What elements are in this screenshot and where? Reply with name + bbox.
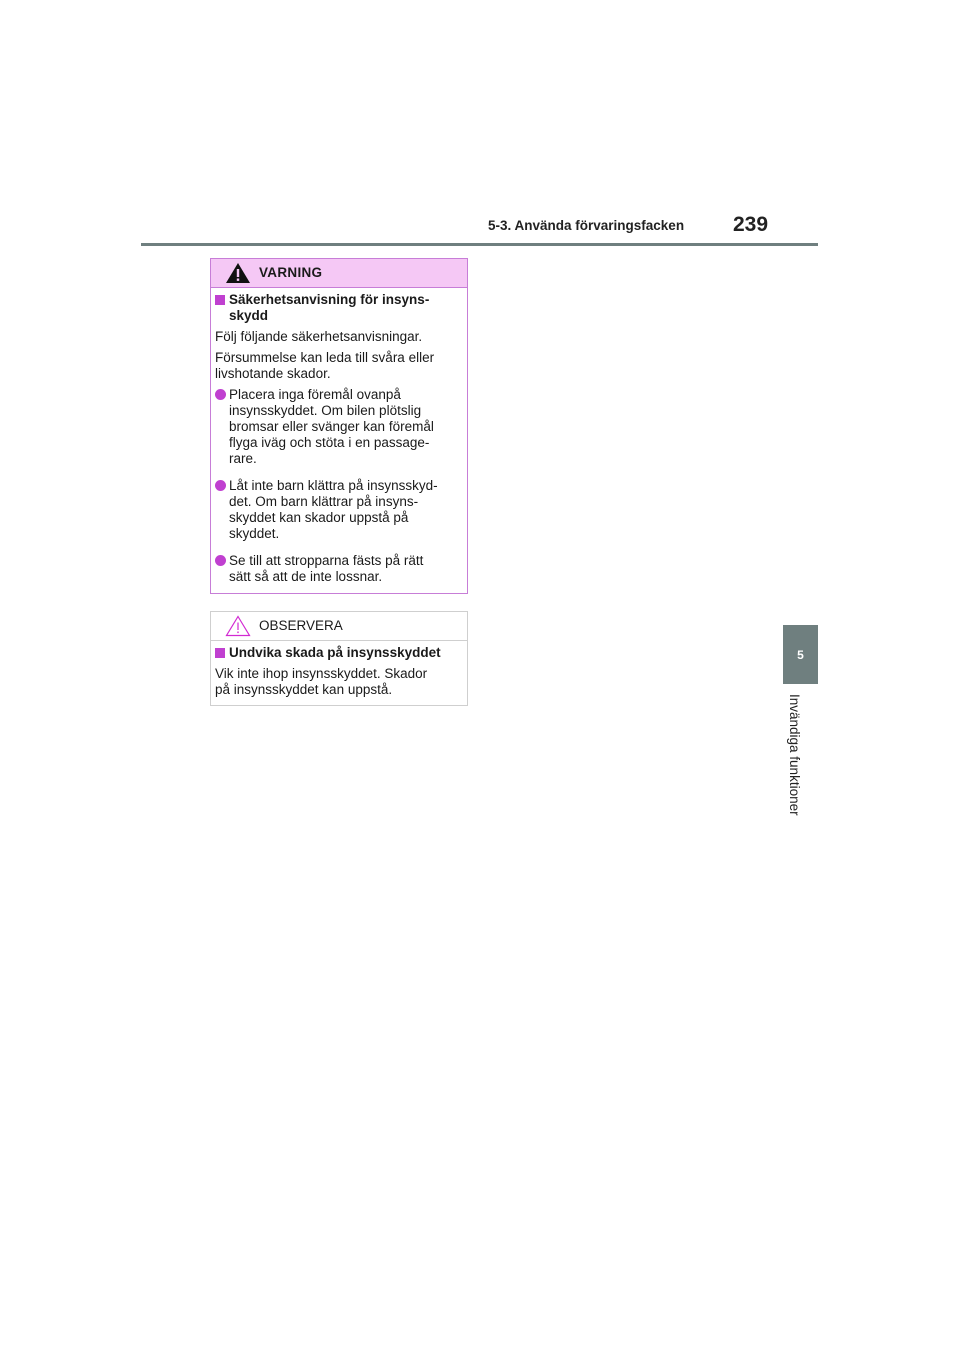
warning-item: [215, 553, 461, 585]
caution-box: [210, 611, 468, 706]
caution-triangle-icon: [225, 615, 251, 637]
caution-paragraph: Vik inte ihop insynsskyddet. Skador på insynsskyddet kan uppstå.: [215, 666, 428, 697]
warning-body: [211, 288, 467, 585]
warning-item-text: Se till att stropparna fästs på rätt sätt så att de inte lossnar.: [229, 553, 424, 584]
chapter-number: 5: [797, 647, 804, 662]
caution-heading: [215, 645, 461, 661]
chapter-label: Invändiga funktioner: [787, 694, 802, 816]
warning-heading-text: Säkerhetsanvisning för insyns- skydd: [229, 292, 430, 323]
section-title: 5-3. Använda förvaringsfacken: [488, 218, 685, 233]
warning-label: VARNING: [259, 265, 323, 280]
chapter-tab: [783, 625, 818, 684]
circle-bullet-icon: [215, 555, 226, 566]
warning-header: [211, 259, 467, 288]
page-number: 239: [733, 213, 769, 236]
warning-paragraph: Försummelse kan leda till svåra eller livshotande skador.: [215, 350, 435, 381]
caution-heading-text: Undvika skada på insynsskyddet: [229, 645, 441, 660]
circle-bullet-icon: [215, 480, 226, 491]
warning-triangle-icon: [225, 262, 251, 284]
warning-item-text: Låt inte barn klättra på insynsskyd- det. Om barn klättrar på insyns- skyddet kan skador uppstå på skyddet.: [229, 478, 438, 541]
caution-label: OBSERVERA: [259, 618, 343, 633]
warning-box: [210, 258, 468, 594]
warning-item-text: Placera inga föremål ovanpå insynsskyddet. Om bilen plötslig bromsar eller svänger kan föremål flyga iväg och stöta i en passage- rare.: [229, 387, 434, 466]
warning-heading: [215, 292, 461, 324]
caution-header: [211, 612, 467, 641]
square-bullet-icon: [215, 295, 225, 305]
circle-bullet-icon: [215, 389, 226, 400]
square-bullet-icon: [215, 648, 225, 658]
warning-item: [215, 478, 461, 542]
warning-paragraph: Följ följande säkerhetsanvisningar.: [215, 329, 423, 344]
caution-body: [211, 641, 467, 698]
warning-item: [215, 387, 461, 467]
header-rule: [141, 243, 818, 246]
